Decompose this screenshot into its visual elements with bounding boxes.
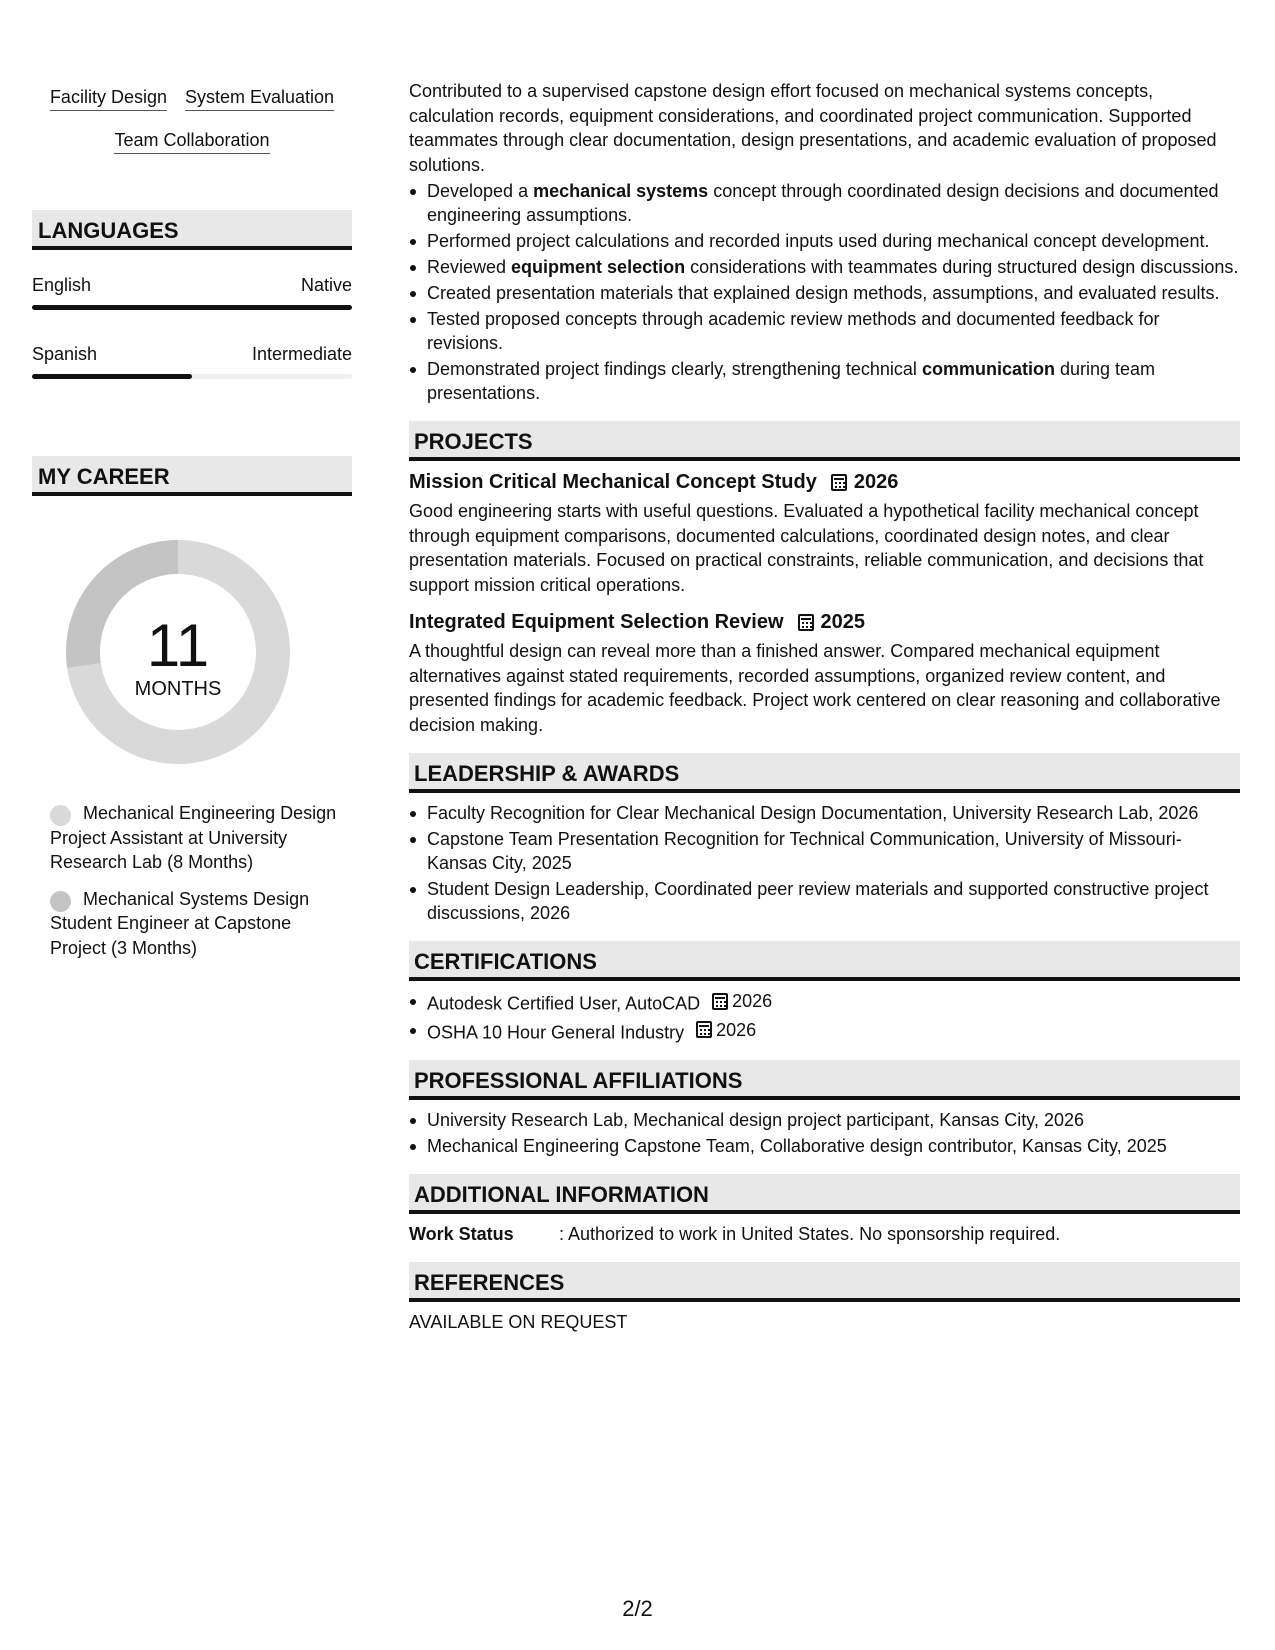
work-status-value: : Authorized to work in United States. No sponsorship required.	[559, 1224, 1061, 1244]
certification-year: 2026	[716, 1019, 757, 1040]
affiliations-title: PROFESSIONAL AFFILIATIONS	[414, 1068, 743, 1093]
additional-info-heading	[409, 1174, 1240, 1214]
bullet-text: considerations with teammates during structured design discussions.	[685, 257, 1239, 277]
career-legend-label: Mechanical Engineering Design Project Assistant at University Research Lab (8 Months)	[50, 803, 337, 872]
language-level: Native	[300, 275, 352, 295]
work-status-label: Work Status	[409, 1224, 514, 1244]
project-name: Integrated Equipment Selection Review	[409, 611, 784, 633]
legend-dot-icon	[50, 891, 71, 912]
project-description: Good engineering starts with useful questions. Evaluated a hypothetical facility mechanical concept through equipment comparisons, documented calculations, coordinated design notes, and clear presentation materials. Focused on practical constraints, reliable communication, and decisions that support mission critical operations.	[409, 501, 1204, 595]
language-proficiency-fill	[32, 305, 352, 310]
certifications-title: CERTIFICATIONS	[414, 949, 597, 974]
project-year: 2026	[853, 471, 899, 493]
calendar-icon	[696, 1021, 712, 1038]
bullet-keyword: equipment selection	[511, 257, 686, 277]
leadership-item: Student Design Leadership, Coordinated peer review materials and supported constructive project discussions, 2026	[409, 877, 1240, 925]
bullet-keyword: communication	[921, 359, 1055, 379]
certification-year: 2026	[732, 991, 773, 1011]
references-text: AVAILABLE ON REQUEST	[409, 1312, 628, 1332]
project-item	[409, 469, 1240, 597]
projects-heading	[409, 421, 1240, 461]
certification-name: OSHA 10 Hour General Industry	[427, 1022, 685, 1042]
affiliation-item: University Research Lab, Mechanical design project participant, Kansas City, 2026	[409, 1108, 1240, 1132]
certification-item	[409, 1018, 1240, 1045]
career-legend-item	[50, 801, 340, 875]
certification-name: Autodesk Certified User, AutoCAD	[427, 993, 701, 1014]
leadership-item: Faculty Recognition for Clear Mechanical Design Documentation, University Research Lab, 2026	[409, 801, 1240, 825]
leadership-list	[409, 801, 1240, 925]
affiliation-item: Mechanical Engineering Capstone Team, Collaborative design contributor, Kansas City, 2025	[409, 1134, 1240, 1158]
calendar-icon	[798, 614, 814, 631]
languages-title: LANGUAGES	[38, 218, 179, 243]
legend-dot-icon	[50, 805, 71, 826]
skill-tag: System Evaluation	[185, 86, 334, 111]
bullet-text: Performed project calculations and recorded inputs used during mechanical concept development.	[427, 231, 1210, 251]
calendar-icon	[712, 993, 728, 1010]
languages-heading	[32, 210, 352, 250]
career-heading	[32, 456, 352, 496]
language-name: English	[32, 275, 92, 295]
experience-bullets	[409, 179, 1240, 405]
language-name: Spanish	[32, 344, 98, 364]
experience-summary: Contributed to a supervised capstone design effort focused on mechanical systems concepts, calculation records, equipment considerations, and coordinated project communication. Supported teammates through clear documentation, design presentations, and academic evaluation of proposed solutions.	[409, 81, 1217, 175]
leadership-heading	[409, 753, 1240, 793]
bullet-text: Reviewed	[427, 257, 512, 277]
language-proficiency-bar	[32, 374, 352, 379]
additional-info-title: ADDITIONAL INFORMATION	[414, 1182, 709, 1207]
language-level: Intermediate	[251, 344, 352, 364]
experience-bullet	[409, 229, 1240, 253]
bullet-text: during team presentations.	[427, 359, 1156, 403]
project-name: Mission Critical Mechanical Concept Study	[409, 471, 817, 493]
certifications-list	[409, 989, 1240, 1044]
leadership-item: Capstone Team Presentation Recognition for Technical Communication, University of Missouri-Kansas City, 2025	[409, 827, 1240, 875]
bullet-text: Developed a	[427, 181, 534, 201]
skill-tag: Team Collaboration	[114, 129, 269, 154]
career-title: MY CAREER	[38, 464, 170, 489]
certification-item	[409, 989, 1240, 1016]
experience-bullet	[409, 281, 1240, 305]
page-number: 2/2	[622, 1596, 653, 1621]
references-title: REFERENCES	[414, 1270, 565, 1295]
project-item	[409, 609, 1240, 737]
experience-bullet	[409, 357, 1240, 405]
experience-bullet	[409, 255, 1240, 279]
bullet-text: Tested proposed concepts through academic review methods and documented feedback for revisions.	[427, 309, 1160, 353]
experience-bullet	[409, 179, 1240, 227]
career-legend-item	[50, 887, 340, 961]
project-description: A thoughtful design can reveal more than a finished answer. Compared mechanical equipment alternatives against stated requirements, recorded assumptions, organized review content, and presented findings for academic feedback. Project work centered on clear reasoning and collaborative decision making.	[409, 641, 1221, 735]
bullet-text: Demonstrated project findings clearly, strengthening technical	[427, 359, 922, 379]
affiliations-heading	[409, 1060, 1240, 1100]
leadership-title: LEADERSHIP & AWARDS	[414, 761, 680, 786]
experience-bullet	[409, 307, 1240, 355]
projects-title: PROJECTS	[414, 429, 533, 454]
skills-tags	[32, 86, 352, 172]
right-column	[409, 79, 1240, 1335]
language-item	[32, 343, 352, 379]
project-year: 2025	[820, 611, 866, 633]
career-total-unit: MONTHS	[134, 678, 222, 700]
career-legend	[50, 801, 340, 972]
calendar-icon	[831, 474, 847, 491]
language-proficiency-bar	[32, 305, 352, 310]
affiliations-list	[409, 1108, 1240, 1158]
bullet-text: Created presentation materials that explained design methods, assumptions, and evaluated results.	[427, 283, 1220, 303]
certifications-heading	[409, 941, 1240, 981]
language-item	[32, 274, 352, 310]
career-total-months: 11	[146, 612, 210, 679]
bullet-keyword: mechanical systems	[533, 181, 709, 201]
career-legend-label: Mechanical Systems Design Student Engineer at Capstone Project (3 Months)	[50, 888, 310, 958]
language-proficiency-fill	[32, 374, 192, 379]
bullet-text: concept through coordinated design decisions and documented engineering assumptions.	[427, 181, 1219, 225]
skill-tag: Facility Design	[50, 86, 167, 111]
work-status-row	[409, 1222, 1240, 1246]
references-heading	[409, 1262, 1240, 1302]
